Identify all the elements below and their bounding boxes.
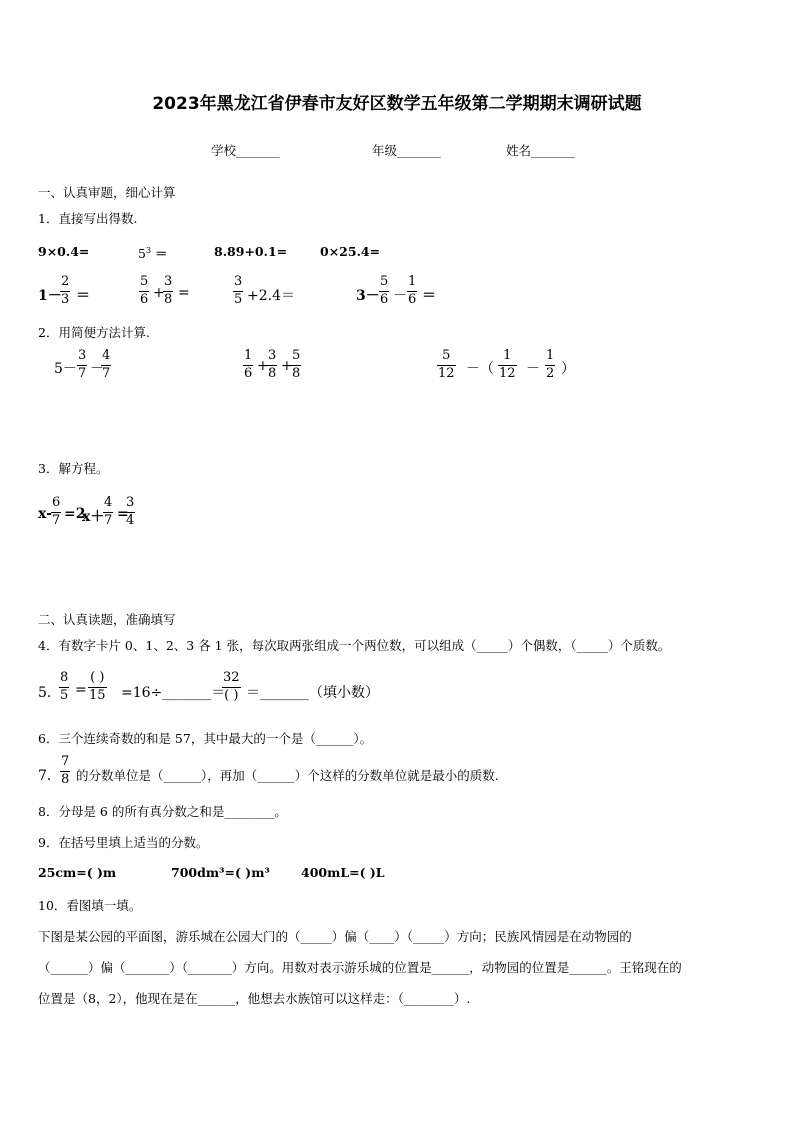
q2-e3-frac2: [498, 349, 517, 381]
q5-mid: =16÷_______＝: [121, 685, 226, 701]
q3-eq1-frac: [51, 496, 61, 528]
q2-e1-frac2: [101, 349, 111, 381]
denominator: 4: [126, 513, 135, 528]
q9-label: 9．在括号里填上适当的分数。: [38, 835, 209, 850]
denominator: 7: [102, 366, 111, 381]
q1-r2b-frac1: [139, 275, 149, 307]
q7-label: 7．: [38, 768, 61, 784]
q5-frac3: [222, 671, 241, 703]
name-field[interactable]: 姓名_______: [506, 143, 575, 158]
denominator: 2: [546, 366, 555, 381]
denominator: 7: [52, 513, 61, 528]
q1-r2d-frac1: [379, 275, 389, 307]
q2-e3-close: ）: [561, 361, 575, 377]
q2-e2-frac2: [267, 349, 277, 381]
numerator: 5: [140, 274, 149, 289]
school-field[interactable]: 学校_______: [211, 143, 280, 158]
numerator: 5: [442, 348, 451, 363]
q3-eq1-pre: x-: [38, 506, 52, 522]
section2-heading: 二、认真读题，准确填写: [38, 612, 176, 627]
q2-e3-frac3: [545, 349, 555, 381]
q1-item-2-base: 5: [138, 246, 146, 261]
numerator: ( ): [90, 670, 105, 685]
numerator: 8: [60, 670, 69, 685]
q6-text: 6．三个连续奇数的和是 57，其中最大的一个是（______）。: [38, 731, 373, 746]
denominator: 6: [408, 292, 417, 307]
q1-r2b-post: =: [178, 285, 190, 301]
q3-eq2-eq: =: [117, 506, 129, 522]
q9-item-1: 25cm=( )m: [38, 865, 117, 880]
q5-tail: ＝_______（填小数）: [246, 685, 379, 701]
q1-item-1: 9×0.4=: [38, 244, 90, 259]
q1-r2c-post: +2.4＝: [247, 288, 295, 304]
section1-heading: 一、认真审题，细心计算: [38, 185, 176, 200]
q8-text: 8．分母是 6 的所有真分数之和是________。: [38, 804, 287, 819]
q5-label: 5．: [38, 685, 61, 701]
q9-item-3: 400mL=( )L: [301, 865, 385, 880]
page-title: 2023年黑龙江省伊春市友好区数学五年级第二学期期末调研试题: [152, 94, 642, 114]
q7-frac: [60, 755, 70, 787]
q3-eq2-frac1: [103, 496, 113, 528]
numerator: 1: [546, 348, 555, 363]
q9-item-2: 700dm³=( )m³: [171, 865, 270, 880]
denominator: 8: [164, 292, 173, 307]
numerator: 1: [244, 348, 253, 363]
q2-e2-op1: +: [257, 358, 269, 374]
q2-e3-op: －（: [466, 361, 494, 377]
denominator: 8: [292, 366, 301, 381]
q1-item-2-exp: 3: [145, 245, 152, 255]
q1-r2d-pre: 3－: [356, 288, 380, 304]
q2-e1-pre: 5－: [54, 361, 77, 377]
denominator: ( ): [224, 688, 239, 703]
q10-line-1: 下图是某公园的平面图，游乐城在公园大门的（_____）偏（____）（_____）方向；民族风情园是在动物园的: [38, 929, 632, 944]
denominator: 8: [268, 366, 277, 381]
numerator: 1: [408, 274, 417, 289]
q2-e2-op2: +: [281, 358, 293, 374]
q1-r2b-frac2: [163, 275, 173, 307]
numerator: 7: [61, 754, 70, 769]
q1-r2d-frac2: [407, 275, 417, 307]
denominator: 7: [104, 513, 113, 528]
numerator: 3: [164, 274, 173, 289]
denominator: 3: [61, 292, 70, 307]
q3-eq2-frac2: [125, 496, 135, 528]
numerator: 4: [102, 348, 111, 363]
q1-r2d-op: －: [393, 288, 407, 304]
numerator: 3: [234, 274, 243, 289]
numerator: 1: [503, 348, 512, 363]
denominator: 8: [61, 772, 70, 787]
grade-field[interactable]: 年级_______: [372, 143, 441, 158]
denominator: 15: [89, 688, 106, 703]
q10-line-2: （______）偏（_______）（_______）方向。用数对表示游乐城的位置是______，动物园的位置是______。王铭现在的: [38, 960, 682, 975]
q10-line-3: 位置是（8，2），他现在是在______，他想去水族馆可以这样走：（________）.: [38, 991, 471, 1006]
denominator: 12: [438, 366, 455, 381]
denominator: 7: [78, 366, 87, 381]
numerator: 2: [61, 274, 70, 289]
q2-e3-op2: －: [526, 361, 540, 377]
q2-e1-op: －: [90, 361, 104, 377]
q7-text: 的分数单位是（______），再加（______）个这样的分数单位就是最小的质数.: [76, 768, 499, 783]
q2-e1-frac1: [77, 349, 87, 381]
q1-item-2: [138, 244, 168, 262]
q2-e3-frac1: [437, 349, 456, 381]
numerator: 6: [52, 495, 61, 510]
denominator: 12: [499, 366, 516, 381]
q3-eq1-post: =2: [64, 506, 86, 522]
q1-label: 1．直接写出得数.: [38, 211, 138, 226]
q1-item-3: 8.89+0.1=: [214, 244, 288, 259]
q5-frac1: [59, 671, 69, 703]
q3-label: 3．解方程。: [38, 461, 109, 476]
numerator: 3: [126, 495, 135, 510]
q5-frac2: [88, 671, 107, 703]
denominator: 6: [244, 366, 253, 381]
q1-item-2-eq: ＝: [155, 246, 168, 261]
q1-r2d-post: ＝: [422, 288, 436, 304]
numerator: 3: [78, 348, 87, 363]
q2-e2-frac3: [291, 349, 301, 381]
denominator: 5: [234, 292, 243, 307]
q1-r2a-pre: 1－: [38, 288, 62, 304]
q5-eq1: =: [75, 682, 87, 698]
denominator: 6: [140, 292, 149, 307]
denominator: 5: [60, 688, 69, 703]
q1-r2a-post: ＝: [76, 288, 90, 304]
q2-e2-frac1: [243, 349, 253, 381]
q10-label: 10．看图填一填。: [38, 898, 142, 913]
numerator: 4: [104, 495, 113, 510]
q1-r2b-op: +: [153, 285, 165, 301]
denominator: 6: [380, 292, 389, 307]
q1-r2a-frac: [60, 275, 70, 307]
q4-text: 4．有数字卡片 0、1、2、3 各 1 张，每次取两张组成一个两位数，可以组成（_____）个偶数，（_____）个质数。: [38, 638, 671, 653]
q1-r2c-frac: [233, 275, 243, 307]
q2-label: 2．用简便方法计算.: [38, 325, 150, 340]
q1-item-4: 0×25.4=: [320, 244, 381, 259]
numerator: 5: [380, 274, 389, 289]
numerator: 3: [268, 348, 277, 363]
numerator: 5: [292, 348, 301, 363]
numerator: 32: [223, 670, 240, 685]
q3-eq2-pre: x＋: [82, 509, 105, 525]
